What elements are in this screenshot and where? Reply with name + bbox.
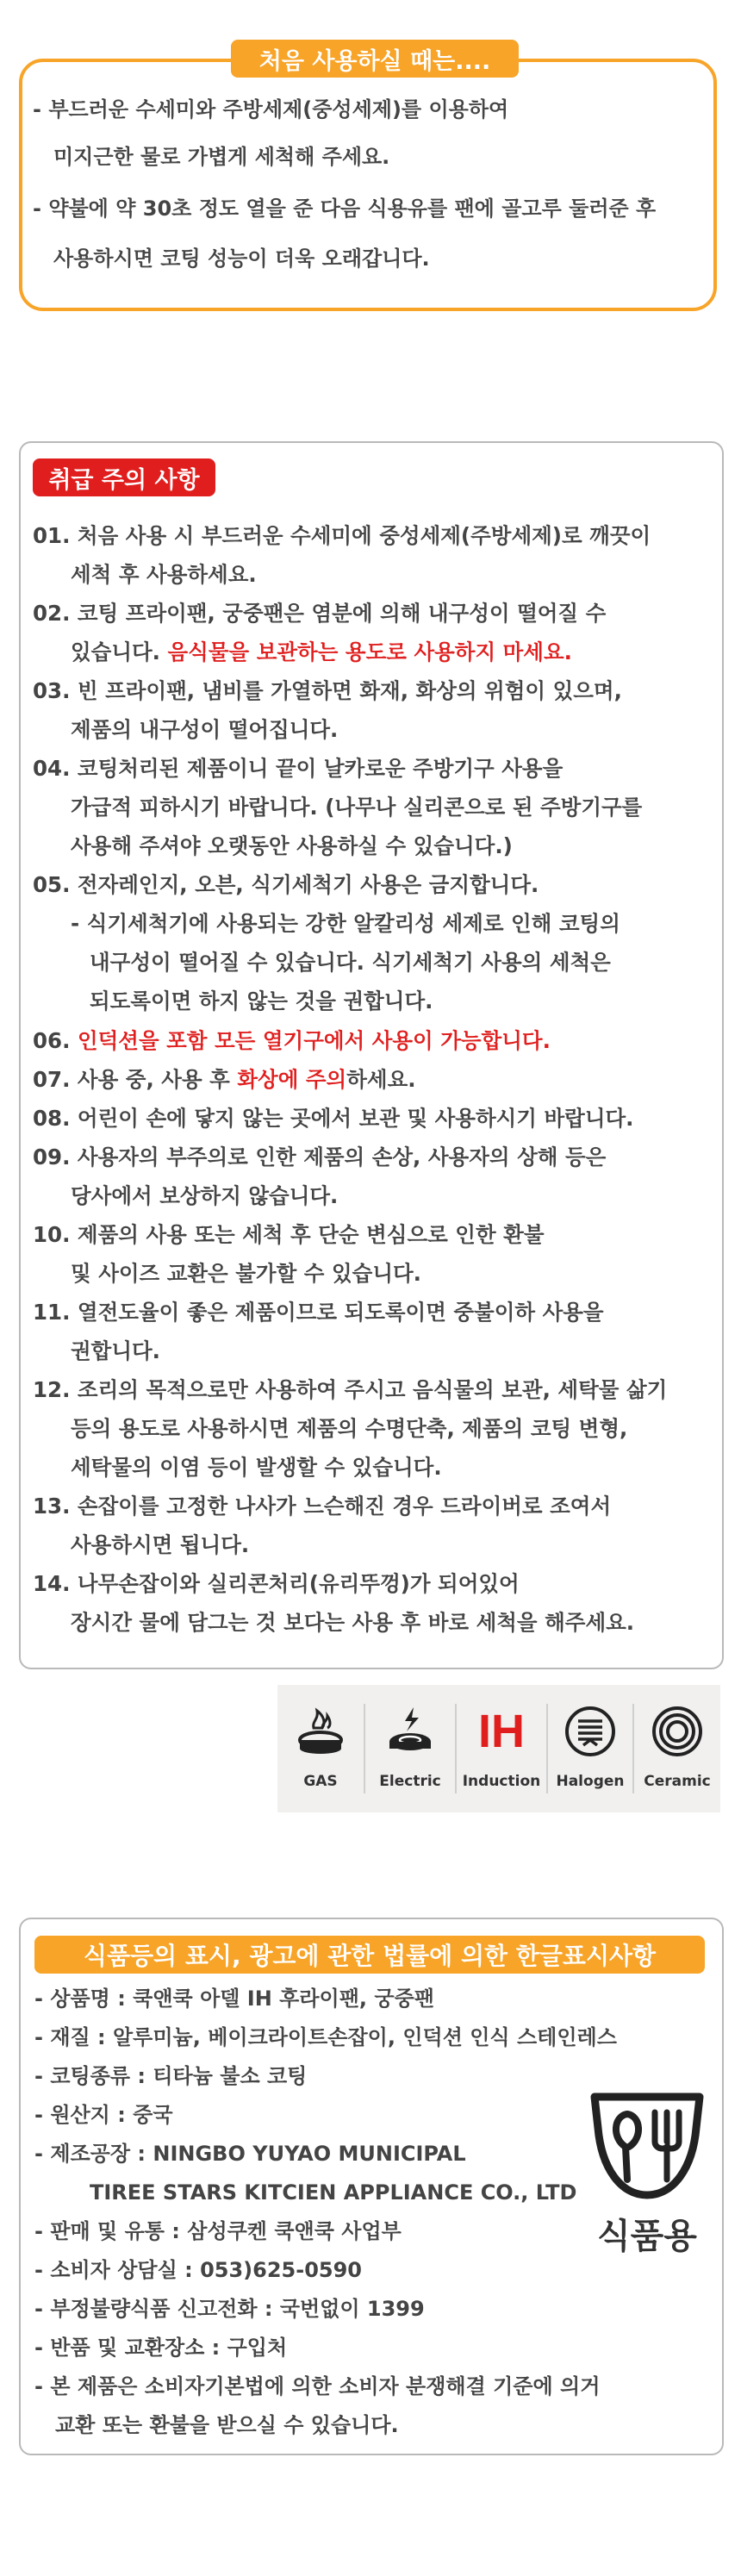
first-use-line: 사용하시면 코팅 성능이 더욱 오래갑니다. [53, 246, 430, 271]
label-info-line: - 상품명 : 쿡앤쿡 아델 IH 후라이팬, 궁중팬 [34, 1987, 434, 2011]
caution-line [33, 1222, 545, 1248]
label-info-line: - 판매 및 유통 : 삼성쿠켄 쿡앤쿡 사업부 [34, 2219, 402, 2243]
caution-line [33, 1028, 551, 1054]
caution-line [71, 717, 338, 743]
caution-line-text: 세탁물의 이염 등이 발생할 수 있습니다. [71, 1455, 442, 1480]
caution-line [71, 1455, 442, 1481]
caution-line [71, 911, 620, 937]
caution-line-text: 05. 전자레인지, 오븐, 식기세척기 사용은 금지합니다. [33, 872, 539, 897]
caution-line [33, 1494, 611, 1519]
halogen-hob-icon [563, 1697, 618, 1766]
caution-line-text: 있습니다. [71, 639, 168, 664]
caution-line [33, 1571, 520, 1597]
gas-item [277, 1685, 364, 1812]
caution-line [33, 1145, 606, 1170]
caution-line-text: 당사에서 보상하지 않습니다. [71, 1183, 339, 1208]
caution-line [33, 1377, 667, 1403]
caution-line-text: 14. 나무손잡이와 실리콘처리(유리뚜껑)가 되어있어 [33, 1571, 520, 1596]
label-info-line: - 본 제품은 소비자기본법에 의한 소비자 분쟁해결 기준에 의거 [34, 2374, 601, 2398]
cooktop-compatibility-panel [277, 1685, 720, 1812]
caution-line [33, 756, 563, 782]
caution-title: 취급 주의 사항 [33, 458, 215, 496]
caution-line-highlight: 인덕션을 포함 모든 열기구에서 사용이 가능합니다. [77, 1028, 551, 1053]
caution-line [71, 639, 572, 665]
caution-line-text: 사용해 주셔야 오랫동안 사용하실 수 있습니다.) [71, 833, 513, 858]
first-use-title: 처음 사용하실 때는.... [231, 40, 519, 78]
caution-line [71, 833, 513, 859]
caution-line-text: 06. [33, 1028, 78, 1053]
caution-line-text: 되도록이면 하지 않는 것을 권합니다. [90, 989, 433, 1014]
caution-line-text: 권합니다. [71, 1338, 160, 1363]
caution-line-text: 등의 용도로 사용하시면 제품의 수명단축, 제품의 코팅 변형, [71, 1416, 628, 1441]
caution-line [90, 950, 611, 976]
caution-line [71, 795, 642, 820]
electric-item [365, 1685, 455, 1812]
first-use-line: 미지근한 물로 가볍게 세척해 주세요. [53, 145, 390, 169]
caution-line-highlight: 화상에 주의 [237, 1067, 347, 1092]
induction-ih-icon [478, 1697, 525, 1766]
caution-line [71, 1261, 421, 1287]
label-info-title: 식품등의 표시, 광고에 관한 법률에 의한 한글표시사항 [34, 1936, 705, 1974]
caution-line [33, 872, 539, 898]
caution-line-text: 및 사이즈 교환은 불가할 수 있습니다. [71, 1261, 421, 1286]
first-use-line: - 부드러운 수세미와 주방세제(중성세제)를 이용하여 [33, 97, 509, 122]
caution-line [71, 1338, 160, 1364]
caution-line [33, 601, 606, 627]
caution-line-text: 사용하시면 됩니다. [71, 1532, 250, 1557]
caution-line-text: 세척 후 사용하세요. [71, 562, 257, 587]
caution-line [33, 678, 622, 704]
caution-line-text: 10. 제품의 사용 또는 세척 후 단순 변심으로 인한 환불 [33, 1222, 545, 1247]
label-info-line: 교환 또는 환불을 받으실 수 있습니다. [55, 2413, 399, 2437]
caution-line [33, 1067, 416, 1093]
caution-line [33, 1106, 633, 1132]
caution-line-text: 13. 손잡이를 고정한 나사가 느슨해진 경우 드라이버로 조여서 [33, 1494, 612, 1519]
caution-line-text: 장시간 물에 담그는 것 보다는 사용 후 바로 세척을 해주세요. [71, 1610, 635, 1635]
caution-line-text: 09. 사용자의 부주의로 인한 제품의 손상, 사용자의 상해 등은 [33, 1145, 607, 1169]
caution-line-text: 제품의 내구성이 떨어집니다. [71, 717, 339, 742]
caution-line-text: 08. 어린이 손에 닿지 않는 곳에서 보관 및 사용하시기 바랍니다. [33, 1106, 634, 1131]
caution-line [71, 562, 257, 588]
food-use-label: 식품용 [597, 2217, 697, 2256]
label-info-line: - 제조공장 : NINGBO YUYAO MUNICIPAL [34, 2142, 466, 2166]
label-info-line: - 반품 및 교환장소 : 구입처 [34, 2336, 288, 2360]
label-info-line: - 부정불량식품 신고전화 : 국번없이 1399 [34, 2297, 425, 2321]
caution-line [71, 1610, 634, 1636]
caution-line [33, 523, 651, 549]
caution-line [90, 989, 433, 1014]
caution-line-text: 하세요. [346, 1067, 416, 1092]
caution-line [71, 1532, 249, 1558]
label-info-line: - 재질 : 알루미늄, 베이크라이트손잡이, 인덕션 인식 스테인레스 [34, 2025, 617, 2049]
caution-line-text: 11. 열전도율이 좋은 제품이므로 되도록이면 중불이하 사용을 [33, 1300, 604, 1325]
halogen-item [548, 1685, 632, 1812]
ceramic-item [634, 1685, 720, 1812]
induction-label: Induction [462, 1773, 541, 1790]
caution-line [71, 1416, 627, 1442]
induction-item [457, 1685, 546, 1812]
label-info-line: - 소비자 상담실 : 053)625-0590 [34, 2258, 363, 2282]
caution-line-text: 01. 처음 사용 시 부드러운 수세미에 중성세제(주방세제)로 깨끗이 [33, 523, 651, 548]
caution-line [71, 1183, 338, 1209]
caution-line [33, 1300, 604, 1325]
caution-line-text: 12. 조리의 목적으로만 사용하여 주시고 음식물의 보관, 세탁물 삶기 [33, 1377, 668, 1402]
ceramic-label: Ceramic [644, 1773, 711, 1790]
label-info-line: - 원산지 : 중국 [34, 2103, 173, 2127]
caution-line-text: 02. 코팅 프라이팬, 궁중팬은 염분에 의해 내구성이 떨어질 수 [33, 601, 607, 626]
caution-line-highlight: 음식물을 보관하는 용도로 사용하지 마세요. [167, 639, 572, 664]
caution-line-text: 07. 사용 중, 사용 후 [33, 1067, 238, 1092]
induction-ih-text: IH [478, 1706, 525, 1757]
food-safe-cup-fork-icon [579, 2090, 715, 2205]
first-use-line: - 약불에 약 30초 정도 열을 준 다음 식용유를 팬에 골고루 둘러준 후 [33, 196, 657, 221]
electric-hob-icon [383, 1697, 438, 1766]
caution-line-text: 04. 코팅처리된 제품이니 끝이 날카로운 주방기구 사용을 [33, 756, 564, 781]
gas-label: GAS [303, 1773, 338, 1790]
caution-line-text: 가급적 피하시기 바랍니다. (나무나 실리콘으로 된 주방기구를 [71, 795, 643, 820]
ceramic-hob-icon [650, 1697, 705, 1766]
caution-line-text: - 식기세척기에 사용되는 강한 알칼리성 세제로 인해 코팅의 [71, 911, 620, 936]
electric-label: Electric [379, 1773, 441, 1790]
caution-line-text: 내구성이 떨어질 수 있습니다. 식기세척기 사용의 세척은 [90, 950, 611, 975]
gas-burner-icon [293, 1697, 348, 1766]
halogen-label: Halogen [556, 1773, 625, 1790]
label-info-line: - 코팅종류 : 티타늄 불소 코팅 [34, 2064, 308, 2088]
label-info-line: TIREE STARS KITCIEN APPLIANCE CO., LTD [90, 2180, 577, 2205]
caution-line-text: 03. 빈 프라이팬, 냄비를 가열하면 화재, 화상의 위험이 있으며, [33, 678, 622, 703]
